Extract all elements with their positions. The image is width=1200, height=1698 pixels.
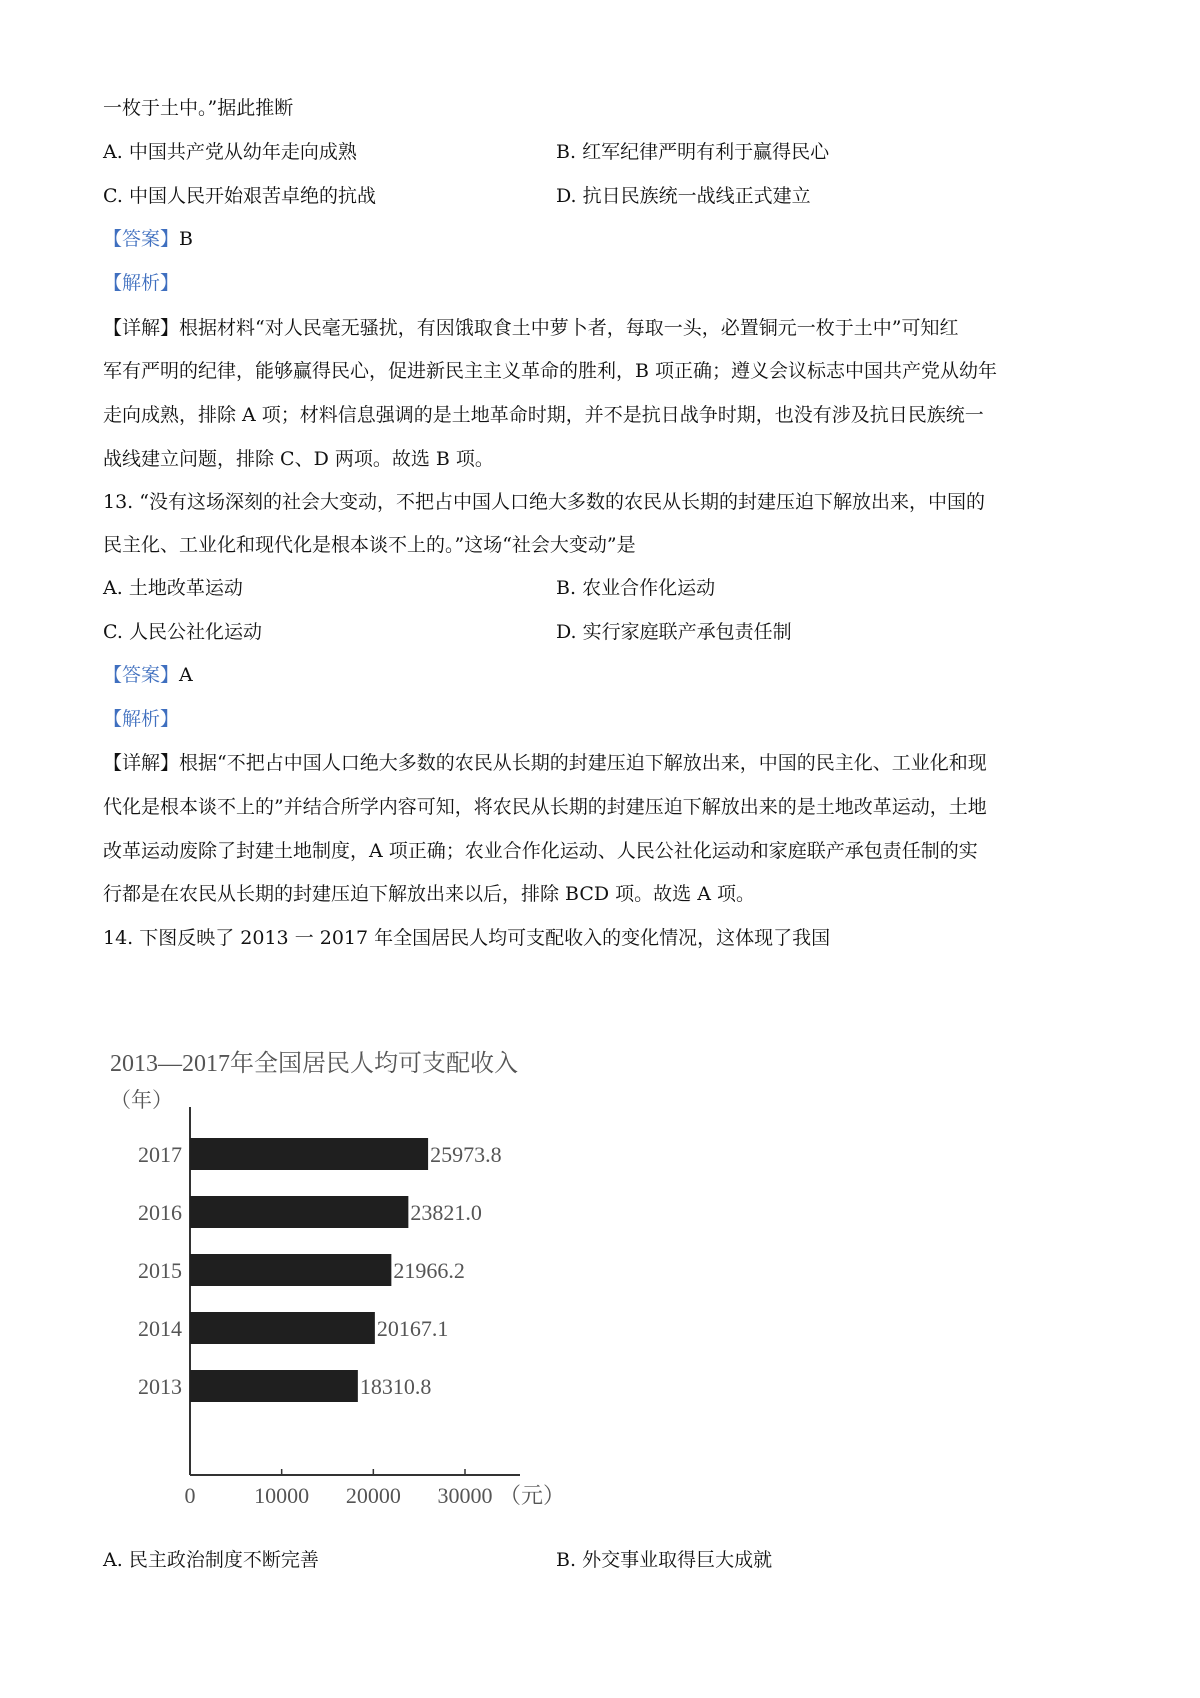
y-tick-label: 2017 <box>138 1142 182 1167</box>
y-tick-label: 2015 <box>138 1258 182 1283</box>
q12-option-d <box>556 182 811 210</box>
bars-group <box>138 1138 502 1402</box>
q13-detail-line-1 <box>103 749 987 777</box>
option-text: 农业合作化运动 <box>582 577 716 599</box>
q14-stem: 14. 下图反映了 2013 一 2017 年全国居民人均可支配收入的变化情况，这体现了我国 <box>103 927 831 949</box>
option-letter: A. <box>103 577 123 599</box>
chart-title: 2013—2017年全国居民人均可支配收入 <box>110 1051 518 1077</box>
q13-detail-line-2: 代化是根本谈不上的”并结合所学内容可知，将农民从长期的封建压迫下解放出来的是土地改革运动，土地 <box>103 796 987 818</box>
answer-value: B <box>179 228 193 250</box>
q12-option-c <box>103 182 376 210</box>
y-tick-label: 2016 <box>138 1200 182 1225</box>
bar <box>190 1312 375 1344</box>
y-tick-label: 2014 <box>138 1316 182 1341</box>
analysis-tag: 【解析】 <box>103 272 180 294</box>
bar <box>190 1138 428 1170</box>
bar-value-label: 23821.0 <box>410 1200 482 1225</box>
q13-option-b <box>556 574 715 602</box>
option-text: 民主政治制度不断完善 <box>128 1549 319 1571</box>
x-tick-label: 0 <box>184 1483 196 1508</box>
option-letter: B. <box>556 141 577 163</box>
x-axis-label: （元） <box>499 1483 566 1508</box>
q12-answer <box>103 225 193 253</box>
option-text: 中国人民开始艰苦卓绝的抗战 <box>128 185 376 207</box>
q14-option-a <box>103 1546 319 1574</box>
y-axis-label: （年） <box>110 1088 173 1112</box>
answer-tag: 【答案】 <box>103 664 180 686</box>
option-letter: D. <box>556 185 577 207</box>
q12-detail-line-4: 战线建立问题，排除 C、D 两项。故选 B 项。 <box>103 448 494 470</box>
q13-stem-line-2: 民主化、工业化和现代化是根本谈不上的。”这场“社会大变动”是 <box>103 534 636 556</box>
option-text: 中国共产党从幼年走向成熟 <box>128 141 357 163</box>
q12-stem-tail: 一枚于土中。”据此推断 <box>103 97 294 119</box>
q12-option-b <box>556 138 829 166</box>
q13-option-a <box>103 574 243 602</box>
bar-value-label: 18310.8 <box>359 1374 432 1399</box>
option-text: 土地改革运动 <box>128 577 243 599</box>
q12-detail-line-3: 走向成熟，排除 A 项；材料信息强调的是土地革命时期，并不是抗日战争时期，也没有涉及抗日民族统一 <box>103 404 984 426</box>
option-text: 红军纪律严明有利于赢得民心 <box>582 141 830 163</box>
option-letter: C. <box>103 621 123 643</box>
q13-option-c <box>103 618 262 646</box>
option-text: 抗日民族统一战线正式建立 <box>582 185 811 207</box>
bar <box>190 1196 408 1228</box>
y-tick-label: 2013 <box>138 1374 182 1399</box>
analysis-tag: 【解析】 <box>103 708 180 730</box>
detail-tag: 【详解】 <box>103 317 180 339</box>
bar-value-label: 20167.1 <box>376 1316 449 1341</box>
q13-detail-line-4: 行都是在农民从长期的封建压迫下解放出来以后，排除 BCD 项。故选 A 项。 <box>103 883 755 905</box>
bar-value-label: 21966.2 <box>393 1258 465 1283</box>
option-letter: A. <box>103 141 123 163</box>
option-text: 外交事业取得巨大成就 <box>582 1549 773 1571</box>
q12-detail-line-1 <box>103 314 958 342</box>
x-tick-label: 10000 <box>254 1483 310 1508</box>
x-tick-label: 30000 <box>437 1483 493 1508</box>
q14-option-b <box>556 1546 772 1574</box>
answer-value: A <box>179 664 193 686</box>
bar <box>190 1254 391 1286</box>
q12-detail-line-2: 军有严明的纪律，能够赢得民心，促进新民主主义革命的胜利，B 项正确；遵义会议标志中国共产党从幼年 <box>103 360 998 382</box>
detail-text: 根据“不把占中国人口绝大多数的农民从长期的封建压迫下解放出来，中国的民主化、工业化和现 <box>179 752 987 774</box>
option-letter: A. <box>103 1549 123 1571</box>
detail-tag: 【详解】 <box>103 752 180 774</box>
option-letter: D. <box>556 621 577 643</box>
q12-option-a <box>103 138 357 166</box>
q12-analysis <box>103 269 179 297</box>
option-letter: C. <box>103 185 123 207</box>
q13-stem-line-1: 13. “没有这场深刻的社会大变动，不把占中国人口绝大多数的农民从长期的封建压迫下解放出来，中国的 <box>103 491 985 513</box>
bar <box>190 1370 358 1402</box>
bar-value-label: 25973.8 <box>430 1142 502 1167</box>
option-text: 实行家庭联产承包责任制 <box>582 621 792 643</box>
option-letter: B. <box>556 577 577 599</box>
q13-detail-line-3: 改革运动废除了封建土地制度，A 项正确；农业合作化运动、人民公社化运动和家庭联产承包责任制的实 <box>103 840 978 862</box>
answer-tag: 【答案】 <box>103 228 180 250</box>
detail-text: 根据材料“对人民毫无骚扰，有因饿取食土中萝卜者，每取一头，必置铜元一枚于土中”可知红 <box>179 317 959 339</box>
income-bar-chart <box>108 1045 578 1520</box>
x-tick-label: 20000 <box>345 1483 401 1508</box>
q13-option-d <box>556 618 792 646</box>
q13-answer <box>103 661 193 689</box>
q13-analysis <box>103 705 179 733</box>
option-text: 人民公社化运动 <box>128 621 262 643</box>
option-letter: B. <box>556 1549 577 1571</box>
